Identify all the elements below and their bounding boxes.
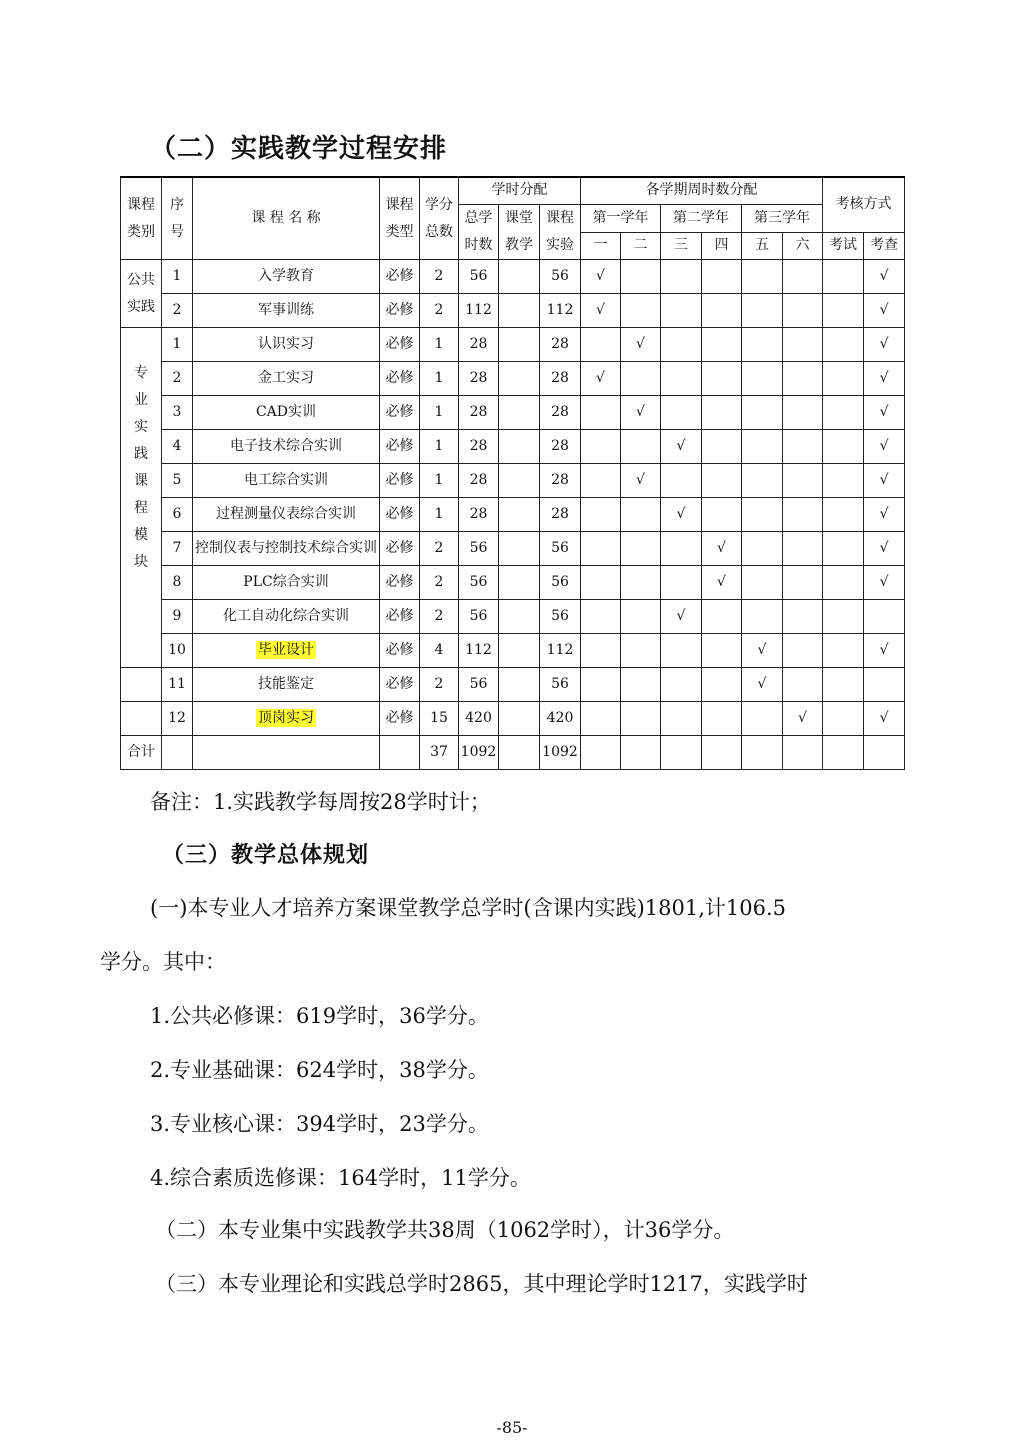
paragraph: (一)本专业人才培养方案课堂教学总学时(含课内实践)1801,计106.5 (150, 896, 787, 920)
row-term-mark (742, 532, 783, 566)
paragraph: （二）本专业集中实践教学共38周（1062学时），计36学分。 (155, 1218, 735, 1242)
row-term-mark (742, 702, 783, 736)
row-term-mark (661, 702, 702, 736)
row-total-hours: 28 (459, 362, 499, 396)
row-course-name: CAD实训 (193, 396, 380, 430)
row-course-name: 过程测量仪表综合实训 (193, 498, 380, 532)
row-term-mark (661, 532, 702, 566)
row-class-hours (499, 600, 540, 634)
row-term-mark: √ (621, 328, 661, 362)
row-seq: 6 (162, 498, 193, 532)
row-check: √ (864, 498, 905, 532)
table-body (121, 260, 905, 736)
row-check: √ (864, 532, 905, 566)
row-term-mark: √ (621, 464, 661, 498)
row-class-hours (499, 396, 540, 430)
row-total-hours: 112 (459, 634, 499, 668)
row-term-mark (661, 362, 702, 396)
row-credits: 2 (420, 260, 459, 294)
header-assess-group: 考核方式 (823, 177, 905, 232)
row-total-hours: 28 (459, 464, 499, 498)
header-name: 课 程 名 称 (193, 177, 380, 260)
row-exam (823, 260, 864, 294)
row-type: 必修 (380, 328, 420, 362)
row-exam (823, 634, 864, 668)
row-term-mark (742, 328, 783, 362)
row-total-hours: 56 (459, 600, 499, 634)
row-term-mark (661, 464, 702, 498)
row-seq: 9 (162, 600, 193, 634)
row-term-mark (702, 328, 742, 362)
header-year2: 第二学年 (661, 205, 742, 233)
row-check: √ (864, 430, 905, 464)
row-term-mark (702, 294, 742, 328)
row-term-mark (621, 702, 661, 736)
header-term: 一 (581, 232, 621, 260)
category-public: 公共实践 (121, 260, 162, 328)
page-number: -85- (496, 1418, 528, 1437)
row-check (864, 600, 905, 634)
row-class-hours (499, 362, 540, 396)
row-term-mark (702, 362, 742, 396)
table-note: 备注：1.实践教学每周按28学时计； (150, 790, 491, 814)
row-exam (823, 464, 864, 498)
row-lab-hours: 56 (540, 260, 581, 294)
row-seq: 10 (162, 634, 193, 668)
table-row (121, 328, 905, 362)
row-total-hours: 28 (459, 396, 499, 430)
row-term-mark (581, 668, 621, 702)
row-exam (823, 566, 864, 600)
row-type: 必修 (380, 396, 420, 430)
row-course-name: 入学教育 (193, 260, 380, 294)
row-term-mark: √ (581, 260, 621, 294)
row-term-mark: √ (742, 634, 783, 668)
row-total-hours: 56 (459, 566, 499, 600)
row-course-name: PLC综合实训 (193, 566, 380, 600)
category-professional: 专 业 实 践 课 程 模 块 (121, 328, 162, 668)
row-class-hours (499, 294, 540, 328)
header-seq: 序号 (162, 177, 193, 260)
row-term-mark (783, 600, 823, 634)
row-total-hours: 112 (459, 294, 499, 328)
list-item: 4.综合素质选修课：164学时，11学分。 (150, 1166, 531, 1190)
row-class-hours (499, 328, 540, 362)
row-course-name: 电子技术综合实训 (193, 430, 380, 464)
row-lab-hours: 28 (540, 498, 581, 532)
header-hours-group: 学时分配 (459, 177, 581, 205)
row-course-name: 军事训练 (193, 294, 380, 328)
row-check: √ (864, 464, 905, 498)
row-term-mark (742, 566, 783, 600)
list-item: 2.专业基础课：624学时，38学分。 (150, 1058, 489, 1082)
row-class-hours (499, 532, 540, 566)
table-row (121, 668, 905, 702)
row-term-mark (702, 702, 742, 736)
header-hours-lab: 课程实验 (540, 205, 581, 260)
row-course-name: 毕业设计 (193, 634, 380, 668)
section-title: （三）教学总体规划 (162, 843, 370, 868)
row-exam (823, 668, 864, 702)
header-type: 课程类型 (380, 177, 420, 260)
header-term: 六 (783, 232, 823, 260)
row-term-mark (581, 702, 621, 736)
row-term-mark (581, 498, 621, 532)
row-seq: 5 (162, 464, 193, 498)
row-exam (823, 702, 864, 736)
row-check: √ (864, 634, 905, 668)
header-hours-total: 总学时数 (459, 205, 499, 260)
row-class-hours (499, 260, 540, 294)
row-term-mark (661, 328, 702, 362)
table-row (121, 634, 905, 668)
row-seq: 11 (162, 668, 193, 702)
row-lab-hours: 28 (540, 328, 581, 362)
row-term-mark (742, 396, 783, 430)
row-credits: 2 (420, 600, 459, 634)
row-lab-hours: 56 (540, 532, 581, 566)
row-credits: 15 (420, 702, 459, 736)
row-course-name: 认识实习 (193, 328, 380, 362)
row-class-hours (499, 566, 540, 600)
row-term-mark (581, 634, 621, 668)
row-term-mark (783, 430, 823, 464)
row-type: 必修 (380, 600, 420, 634)
row-term-mark (621, 634, 661, 668)
row-credits: 1 (420, 430, 459, 464)
row-total-hours: 28 (459, 328, 499, 362)
row-term-mark: √ (702, 532, 742, 566)
total-credits: 37 (420, 736, 459, 770)
row-course-name: 顶岗实习 (193, 702, 380, 736)
row-term-mark: √ (661, 600, 702, 634)
row-term-mark: √ (581, 362, 621, 396)
row-exam (823, 600, 864, 634)
row-term-mark (783, 396, 823, 430)
row-lab-hours: 28 (540, 396, 581, 430)
row-term-mark (702, 464, 742, 498)
row-lab-hours: 112 (540, 294, 581, 328)
row-term-mark (661, 566, 702, 600)
header-hours-class: 课堂教学 (499, 205, 540, 260)
row-seq: 1 (162, 328, 193, 362)
row-term-mark (783, 498, 823, 532)
row-course-name: 化工自动化综合实训 (193, 600, 380, 634)
list-item: 3.专业核心课：394学时，23学分。 (150, 1112, 489, 1136)
row-class-hours (499, 464, 540, 498)
row-class-hours (499, 634, 540, 668)
row-term-mark (581, 566, 621, 600)
row-exam (823, 532, 864, 566)
row-term-mark (783, 668, 823, 702)
row-exam (823, 396, 864, 430)
row-credits: 1 (420, 498, 459, 532)
row-class-hours (499, 498, 540, 532)
row-term-mark (783, 566, 823, 600)
row-term-mark (742, 362, 783, 396)
row-credits: 2 (420, 294, 459, 328)
row-term-mark (702, 600, 742, 634)
row-type: 必修 (380, 464, 420, 498)
header-term: 四 (702, 232, 742, 260)
row-exam (823, 328, 864, 362)
row-type: 必修 (380, 668, 420, 702)
row-term-mark (702, 396, 742, 430)
row-check: √ (864, 566, 905, 600)
row-credits: 2 (420, 668, 459, 702)
row-term-mark (661, 260, 702, 294)
row-term-mark: √ (581, 294, 621, 328)
row-term-mark (783, 532, 823, 566)
row-lab-hours: 56 (540, 566, 581, 600)
row-term-mark: √ (621, 396, 661, 430)
row-exam (823, 362, 864, 396)
row-term-mark: √ (742, 668, 783, 702)
total-lab: 1092 (540, 736, 581, 770)
row-seq: 2 (162, 294, 193, 328)
row-term-mark (742, 260, 783, 294)
row-term-mark (581, 532, 621, 566)
row-exam (823, 430, 864, 464)
row-credits: 4 (420, 634, 459, 668)
row-term-mark (661, 668, 702, 702)
table-row (121, 464, 905, 498)
table-row (121, 566, 905, 600)
row-seq: 3 (162, 396, 193, 430)
header-term: 三 (661, 232, 702, 260)
row-type: 必修 (380, 702, 420, 736)
row-term-mark (702, 430, 742, 464)
row-term-mark (621, 532, 661, 566)
header-check: 考查 (864, 232, 905, 260)
header-year3: 第三学年 (742, 205, 823, 233)
row-type: 必修 (380, 362, 420, 396)
row-lab-hours: 56 (540, 668, 581, 702)
row-credits: 2 (420, 566, 459, 600)
row-type: 必修 (380, 260, 420, 294)
row-exam (823, 294, 864, 328)
row-term-mark (621, 260, 661, 294)
header-year1: 第一学年 (581, 205, 661, 233)
practice-schedule-table (120, 176, 904, 770)
table-row (121, 396, 905, 430)
row-course-name: 电工综合实训 (193, 464, 380, 498)
row-credits: 1 (420, 328, 459, 362)
row-term-mark (742, 430, 783, 464)
table-row (121, 498, 905, 532)
table-row (121, 362, 905, 396)
row-check: √ (864, 260, 905, 294)
row-type: 必修 (380, 430, 420, 464)
row-term-mark (742, 464, 783, 498)
row-term-mark (621, 600, 661, 634)
row-term-mark (581, 464, 621, 498)
row-course-name: 技能鉴定 (193, 668, 380, 702)
row-total-hours: 420 (459, 702, 499, 736)
row-lab-hours: 28 (540, 464, 581, 498)
paragraph: （三）本专业理论和实践总学时2865，其中理论学时1217，实践学时 (155, 1272, 808, 1296)
row-term-mark: √ (783, 702, 823, 736)
table-row (121, 600, 905, 634)
row-credits: 1 (420, 464, 459, 498)
row-term-mark (742, 600, 783, 634)
row-seq: 2 (162, 362, 193, 396)
row-lab-hours: 420 (540, 702, 581, 736)
row-lab-hours: 28 (540, 430, 581, 464)
row-term-mark (702, 634, 742, 668)
row-check: √ (864, 328, 905, 362)
row-class-hours (499, 702, 540, 736)
row-seq: 1 (162, 260, 193, 294)
header-exam: 考试 (823, 232, 864, 260)
row-check: √ (864, 396, 905, 430)
row-term-mark (702, 260, 742, 294)
row-check: √ (864, 294, 905, 328)
row-type: 必修 (380, 634, 420, 668)
row-type: 必修 (380, 294, 420, 328)
row-term-mark (661, 294, 702, 328)
row-check: √ (864, 362, 905, 396)
table-row (121, 532, 905, 566)
table-row (121, 260, 905, 294)
header-category: 课程类别 (121, 177, 162, 260)
row-term-mark (702, 668, 742, 702)
row-term-mark (621, 294, 661, 328)
row-total-hours: 28 (459, 430, 499, 464)
row-credits: 1 (420, 396, 459, 430)
row-total-hours: 28 (459, 498, 499, 532)
row-seq: 12 (162, 702, 193, 736)
row-type: 必修 (380, 498, 420, 532)
total-hours: 1092 (459, 736, 499, 770)
row-term-mark (621, 498, 661, 532)
row-term-mark: √ (661, 498, 702, 532)
row-term-mark: √ (661, 430, 702, 464)
row-term-mark (581, 430, 621, 464)
total-row (121, 736, 905, 770)
row-exam (823, 498, 864, 532)
row-term-mark (742, 294, 783, 328)
header-weeks-group: 各学期周时数分配 (581, 177, 823, 205)
paragraph: 学分。其中： (100, 950, 226, 974)
row-lab-hours: 112 (540, 634, 581, 668)
row-term-mark (661, 396, 702, 430)
table-row (121, 702, 905, 736)
row-type: 必修 (380, 532, 420, 566)
table-row (121, 430, 905, 464)
header-credits: 学分总数 (420, 177, 459, 260)
row-term-mark (621, 668, 661, 702)
row-term-mark (783, 362, 823, 396)
row-term-mark (621, 430, 661, 464)
row-class-hours (499, 430, 540, 464)
row-term-mark (581, 328, 621, 362)
row-total-hours: 56 (459, 668, 499, 702)
row-seq: 4 (162, 430, 193, 464)
row-term-mark (661, 634, 702, 668)
row-term-mark (783, 328, 823, 362)
row-term-mark (621, 362, 661, 396)
row-check: √ (864, 702, 905, 736)
row-term-mark (581, 396, 621, 430)
row-term-mark (783, 294, 823, 328)
row-seq: 7 (162, 532, 193, 566)
row-term-mark (742, 498, 783, 532)
row-type: 必修 (380, 566, 420, 600)
row-check (864, 668, 905, 702)
list-item: 1.公共必修课：619学时，36学分。 (150, 1004, 489, 1028)
row-course-name: 金工实习 (193, 362, 380, 396)
row-lab-hours: 28 (540, 362, 581, 396)
row-course-name: 控制仪表与控制技术综合实训 (193, 532, 380, 566)
table-row (121, 294, 905, 328)
row-term-mark (783, 464, 823, 498)
section-title: （二）实践教学过程安排 (150, 134, 448, 164)
row-total-hours: 56 (459, 532, 499, 566)
row-term-mark (783, 260, 823, 294)
row-term-mark (621, 566, 661, 600)
row-seq: 8 (162, 566, 193, 600)
row-term-mark (581, 600, 621, 634)
row-credits: 2 (420, 532, 459, 566)
row-term-mark: √ (702, 566, 742, 600)
row-credits: 1 (420, 362, 459, 396)
header-term: 五 (742, 232, 783, 260)
row-term-mark (783, 634, 823, 668)
row-total-hours: 56 (459, 260, 499, 294)
row-term-mark (702, 498, 742, 532)
row-lab-hours: 56 (540, 600, 581, 634)
row-class-hours (499, 668, 540, 702)
header-term: 二 (621, 232, 661, 260)
total-label: 合计 (121, 736, 162, 770)
